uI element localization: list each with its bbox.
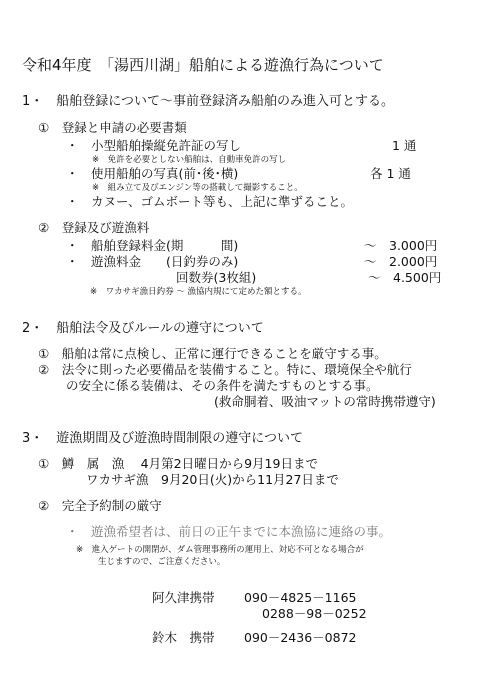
contact-suzuki-label: 鈴木 携帯 xyxy=(152,630,215,645)
reservation-rule: ・ 遊漁希望者は、前日の正午までに本漁協に連絡の事。 xyxy=(66,524,392,539)
section1-heading: 1・ 船舶登録について～事前登録済み船舶のみ進入可とする。 xyxy=(22,94,395,109)
section1-sub1-heading: ① 登録と申請の必要書類 xyxy=(38,120,187,135)
required-doc-boat-photo-note: ※ 組み立て及びエンジン等の搭載して撮影すること。 xyxy=(92,183,303,193)
required-doc-canoe-note: ・ カヌー、ゴムボート等も、上記に準ずること。 xyxy=(66,194,354,209)
rule-inspection: ① 船舶は常に点検し、正常に運行できることを厳守する事。 xyxy=(38,346,387,361)
fee-day-ticket-value: ～ 2.000円 xyxy=(364,254,438,269)
fee-boat-registration-label: ・ 船舶登録料金(期 間) xyxy=(66,238,239,253)
period-wakasagi: ワカサギ漁 9月20日(火)から11月27日まで xyxy=(86,472,339,487)
contact-suzuki-mobile: 090－2436－0872 xyxy=(244,630,357,645)
fee-coupon-label: 回数券(3枚組) xyxy=(176,270,257,285)
gate-note-line1: ※ 進入ゲートの開閉が、ダム管理事務所の運用上、対応不可となる場合が xyxy=(76,545,364,555)
section3-heading: 3・ 遊漁期間及び遊漁時間制限の遵守について xyxy=(22,431,304,446)
section1-sub2-heading: ② 登録及び遊漁料 xyxy=(38,220,150,235)
fee-boat-registration-value: ～ 3.000円 xyxy=(364,238,438,253)
required-doc-license-copy: ・ 小型船舶操縦免許証の写し xyxy=(66,138,242,153)
fee-wakasagi-note: ※ ワカサギ漁日釣券 ～ 漁協内規にて定めた額とする。 xyxy=(90,287,307,297)
rule-equipment-line1: ② 法令に則った必要備品を装備すること。特に、環境保全や航行 xyxy=(38,362,412,377)
contact-akutsu-landline: 0288－98－0252 xyxy=(262,606,367,621)
period-trout: ① 鱒 属 漁 4月第2日曜日から9月19日まで xyxy=(38,456,318,471)
fee-coupon-value: ～ 4.500円 xyxy=(368,270,442,285)
required-doc-boat-photo-qty: 各 1 通 xyxy=(370,166,411,181)
page-title: 令和4年度 「湯西川湖」船舶による遊漁行為について xyxy=(22,56,384,74)
rule-equipment-line2: の安全に係る装備は、その条件を満たすものとする事。 xyxy=(66,378,379,393)
section2-heading: 2・ 船舶法令及びルールの遵守について xyxy=(22,321,264,336)
contact-akutsu-mobile: 090－4825－1165 xyxy=(244,590,357,605)
required-doc-boat-photo: ・ 使用船舶の写真(前･後･横) xyxy=(66,166,239,181)
rule-equipment-line3: (救命胴着、吸油マットの常時携帯遵守) xyxy=(214,394,436,409)
section3-sub2-heading: ② 完全予約制の厳守 xyxy=(38,498,162,513)
gate-note-line2: 生じますので、ご注意ください。 xyxy=(98,557,226,567)
required-doc-license-qty: 1 通 xyxy=(392,138,417,153)
contact-akutsu-label: 阿久津携帯 xyxy=(152,590,215,605)
required-doc-license-note: ※ 免許を必要としない船舶は、自動車免許の写し xyxy=(92,155,287,165)
fee-day-ticket-label: ・ 遊漁料金 (日釣券のみ) xyxy=(66,254,239,269)
